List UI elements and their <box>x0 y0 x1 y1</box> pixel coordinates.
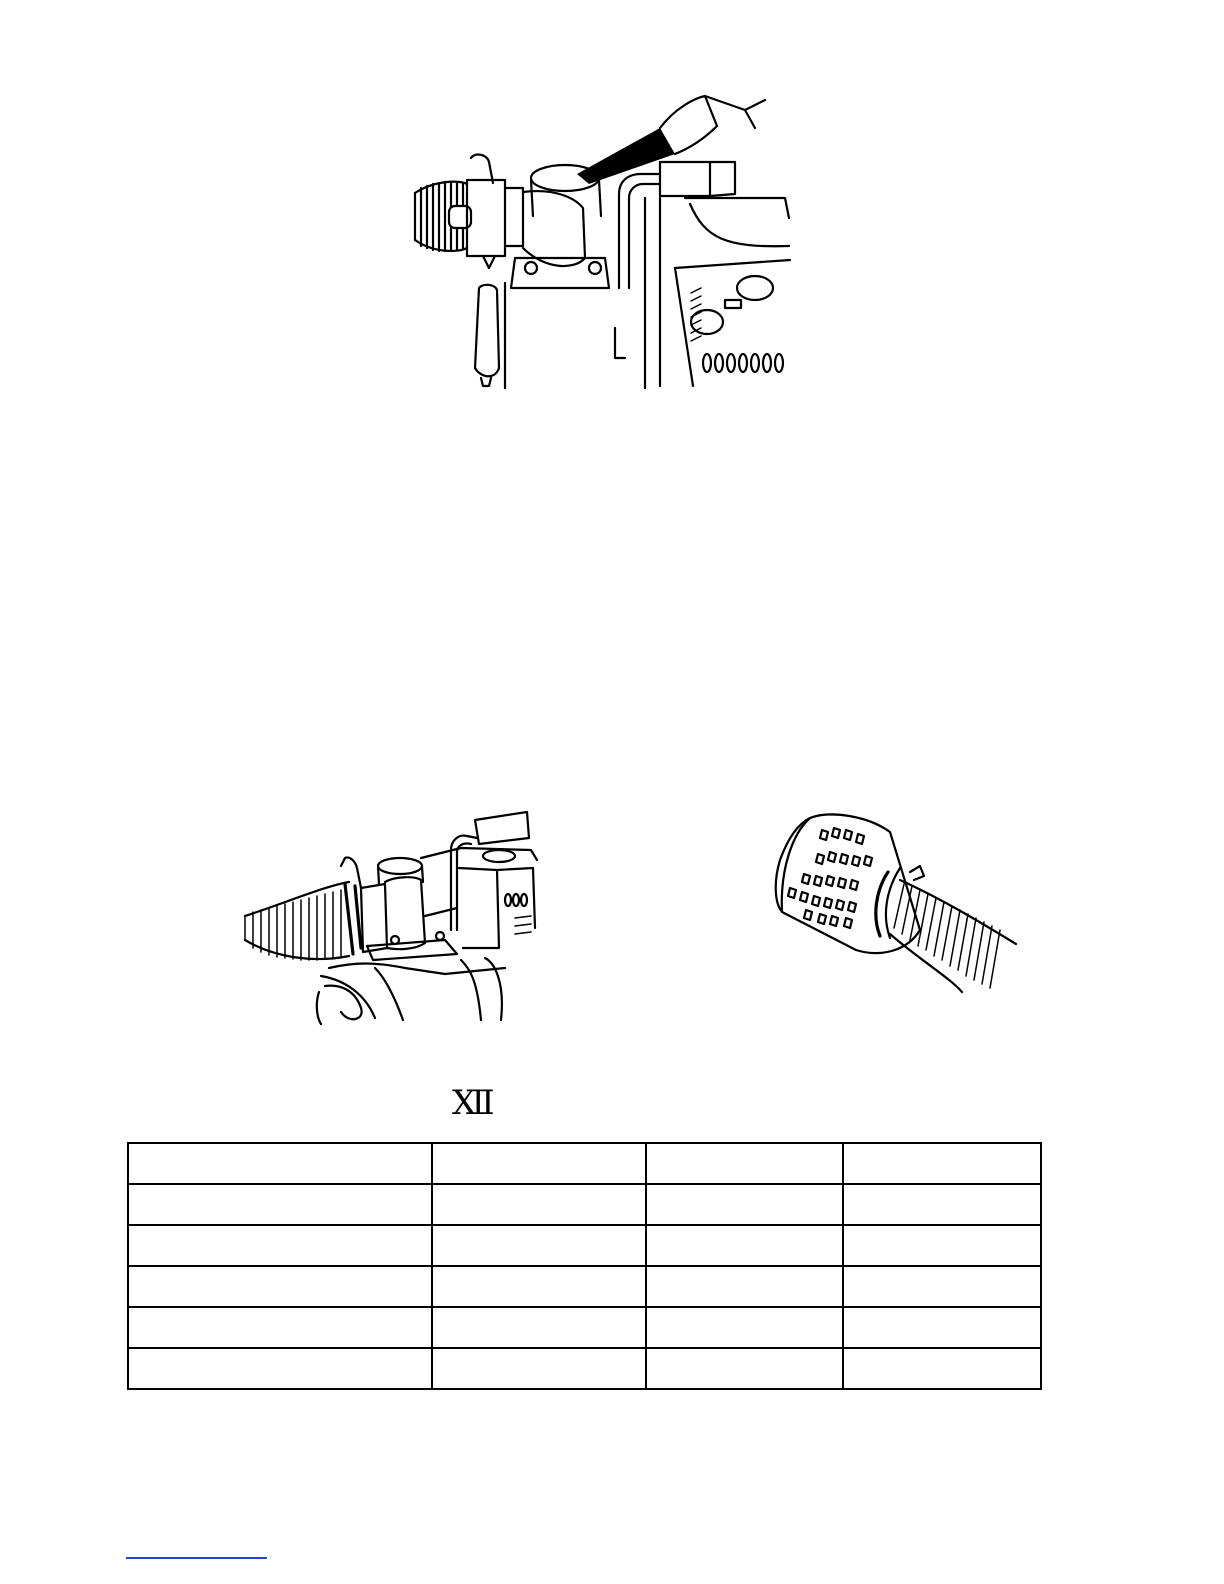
table-cell <box>432 1266 646 1307</box>
table-cell <box>843 1307 1041 1348</box>
table-cell <box>646 1143 843 1184</box>
table-row <box>128 1348 1041 1389</box>
table-row <box>128 1184 1041 1225</box>
table-cell <box>128 1266 432 1307</box>
table-row <box>128 1143 1041 1184</box>
table-cell <box>432 1184 646 1225</box>
table-cell <box>646 1266 843 1307</box>
table-cell <box>432 1307 646 1348</box>
specification-table <box>127 1142 1042 1390</box>
table-cell <box>843 1225 1041 1266</box>
table-cell <box>432 1143 646 1184</box>
engine-badge-dots <box>703 354 783 372</box>
table-cell <box>128 1348 432 1389</box>
table-cell <box>646 1184 843 1225</box>
table-cell <box>843 1184 1041 1225</box>
priming-pump-illustration <box>405 88 790 393</box>
strainer-filter-illustration <box>770 810 1030 1000</box>
strainer-slots <box>788 828 872 928</box>
table-cell <box>432 1225 646 1266</box>
table-cell <box>128 1307 432 1348</box>
table-cell <box>646 1307 843 1348</box>
table-row <box>128 1225 1041 1266</box>
table-cell <box>646 1225 843 1266</box>
table-row <box>128 1266 1041 1307</box>
table-cell <box>843 1348 1041 1389</box>
table-cell <box>646 1348 843 1389</box>
footer-link[interactable] <box>126 1557 267 1559</box>
table-cell <box>128 1143 432 1184</box>
section-numeral: Ⅻ <box>452 1083 494 1123</box>
table-row <box>128 1307 1041 1348</box>
table-cell <box>128 1184 432 1225</box>
hose-ribs <box>245 882 349 960</box>
table-cell <box>432 1348 646 1389</box>
suction-hose-connection-illustration <box>245 808 540 1028</box>
table-cell <box>128 1225 432 1266</box>
table-cell <box>843 1266 1041 1307</box>
table-cell <box>843 1143 1041 1184</box>
